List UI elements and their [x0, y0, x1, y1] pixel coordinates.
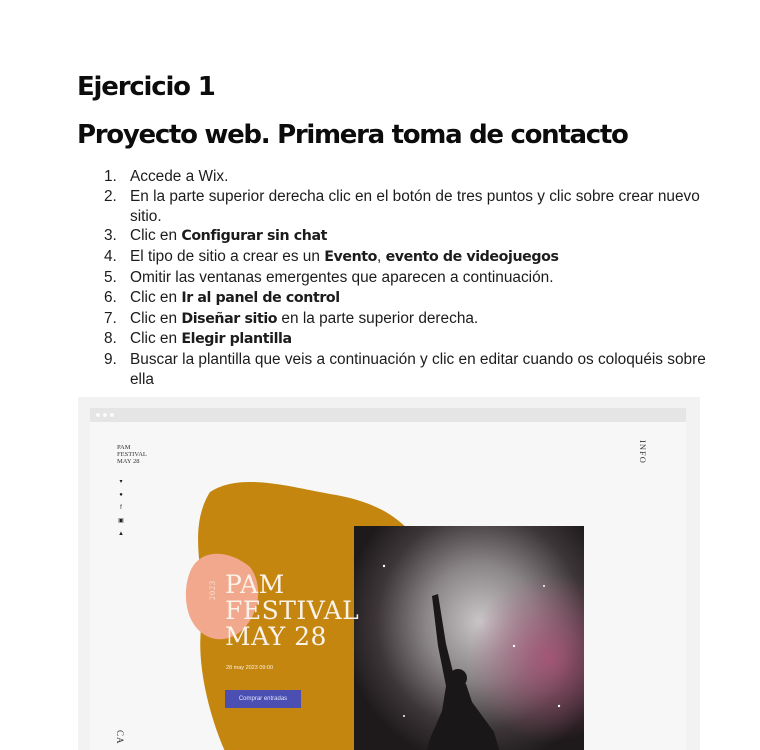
- facebook-icon[interactable]: f: [120, 505, 122, 511]
- list-item: 7. Clic en Diseñar sitio en la parte superior derecha.: [104, 309, 479, 327]
- twitter-icon[interactable]: ▾: [119, 479, 123, 485]
- list-item: 5. Omitir las ventanas emergentes que aparecen a continuación.: [104, 268, 554, 286]
- list-item: 2. En la parte superior derecha clic en el botón de tres puntos y clic sobre crear nuevo sitio.: [104, 187, 700, 225]
- info-link[interactable]: INFO: [638, 440, 648, 464]
- window-dot-icon: [103, 413, 107, 417]
- window-dot-icon: [96, 413, 100, 417]
- template-screenshot: [78, 397, 700, 750]
- youtube-icon[interactable]: ●: [119, 492, 123, 498]
- festival-headline: PAM FESTIVAL MAY 28: [225, 570, 360, 651]
- concert-photo: [354, 526, 584, 750]
- list-item: 8. Clic en Elegir plantilla: [104, 330, 292, 348]
- template-page: [90, 422, 686, 750]
- list-item: 1. Accede a Wix.: [104, 168, 229, 185]
- list-item: 6. Clic en Ir al panel de control: [104, 288, 340, 306]
- concert-silhouette: [354, 526, 584, 750]
- event-date: 28 may 2023 09:00: [226, 665, 274, 671]
- side-label: CA: [115, 730, 125, 745]
- exercise-title: Ejercicio 1: [77, 72, 215, 102]
- list-item: 9. Buscar la plantilla que veis a continuación y clic en editar cuando os coloquéis sobre ella: [104, 351, 706, 388]
- soundcloud-icon[interactable]: ▲: [118, 531, 124, 537]
- browser-bar: [90, 408, 686, 422]
- list-item: 3. Clic en Configurar sin chat: [104, 227, 327, 245]
- list-item: 4. El tipo de sitio a crear es un Evento, evento de videojuegos: [104, 248, 559, 266]
- window-dot-icon: [110, 413, 114, 417]
- buy-tickets-button[interactable]: Comprar entradas: [225, 690, 301, 708]
- exercise-subtitle: Proyecto web. Primera toma de contacto: [77, 120, 628, 150]
- year-label: 2023: [208, 580, 217, 600]
- instagram-icon[interactable]: ▣: [118, 518, 124, 524]
- festival-logo: PAM FESTIVAL MAY 28: [117, 444, 147, 465]
- steps-list: [104, 167, 714, 390]
